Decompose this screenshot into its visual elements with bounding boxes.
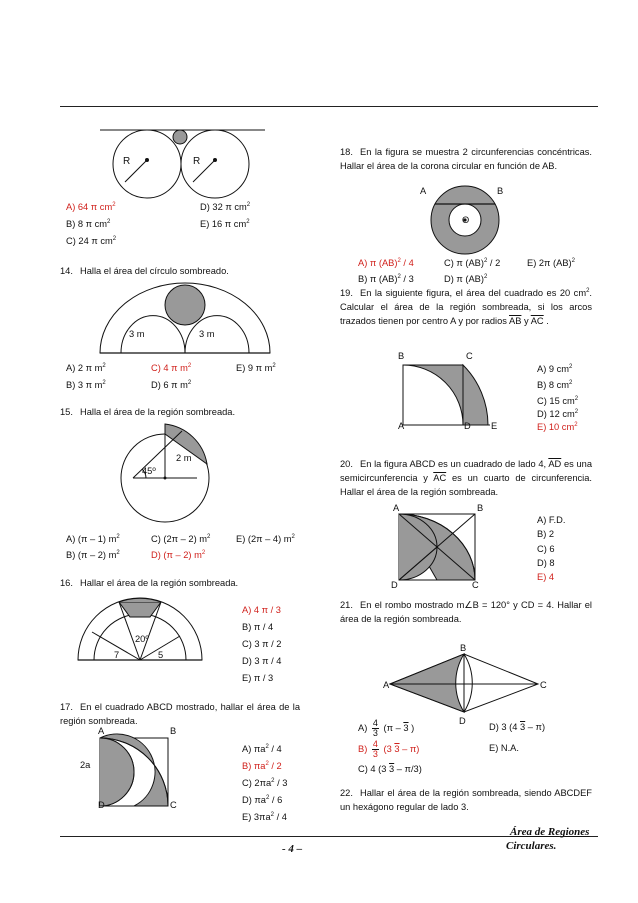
q13-option-e[interactable]: E) 16 π $cm^2$ [200, 219, 250, 229]
q15-figure [110, 418, 220, 528]
q17-label-a: A [98, 726, 105, 736]
q20-option-b[interactable]: B) 2 [537, 529, 555, 539]
footer-title-line1: Área de Regiones [510, 826, 590, 838]
header-rule [60, 106, 598, 107]
q21-option-c[interactable]: C) 4 (3 3 – π/3) [358, 764, 422, 774]
q19-figure [400, 362, 496, 426]
q19-option-a[interactable]: A) 9 $cm^2$ [537, 364, 573, 374]
q16-label-7: 7 [114, 650, 120, 660]
q16-figure [70, 592, 210, 664]
q20-label-c: C [472, 580, 479, 590]
q14-label-2: 3 m [199, 329, 215, 339]
q21-option-a[interactable]: A) $\frac{4}{3}$ (π – 3 ) [358, 718, 415, 738]
q21-label-a: A [383, 680, 390, 690]
q18-statement: 18. En la figura se muestra 2 circunferencias concéntricas. Hallar el área de la corona circular en función de AB. [340, 147, 592, 171]
q16-option-d[interactable]: D) 3 π / 4 [242, 656, 282, 666]
q14-figure [95, 278, 275, 358]
q20-statement: 20. En la figura ABCD es un cuadrado de lado 4, $\overline{AD}$ es una semicircunferencia y $\overline{AC}$ es un cuarto de circunferencia. Hallar el área de la región sombreada. [340, 459, 593, 497]
q17-statement: 17. En el cuadrado ABCD mostrado, hallar el área de la región sombreada. [60, 702, 300, 726]
q22-statement: 22. Hallar el área de la región sombreada, siendo ABCDEF un hexágono regular de lado 3. [340, 788, 592, 812]
q20-option-a[interactable]: A) F.D. [537, 515, 566, 525]
q19-option-b[interactable]: B) 8 $cm^2$ [537, 380, 573, 390]
q21-option-e[interactable]: E) N.A. [489, 743, 519, 753]
q18-option-e[interactable]: E) 2π (AB)$^2$ [527, 258, 575, 268]
q21-option-b[interactable]: B) $\frac{4}{3}$ (3 3 – π) [358, 739, 420, 759]
q15-option-e[interactable]: E) (2π – 4) $m^2$ [236, 534, 295, 544]
q19-label-c: C [466, 351, 473, 361]
q19-label-a: A [398, 421, 405, 431]
q13-option-c[interactable]: C) 24 π $cm^2$ [66, 236, 117, 246]
q16-option-b[interactable]: B) π / 4 [242, 622, 274, 632]
q14-label-1: 3 m [129, 329, 145, 339]
q19-label-d: D [464, 421, 471, 431]
q16-label-5: 5 [158, 650, 164, 660]
q15-option-b[interactable]: B) (π – 2) $m^2$ [66, 550, 120, 560]
label-r-right: R [193, 156, 201, 167]
q20-label-a: A [393, 503, 400, 513]
q16-statement: 16. Hallar el área de la región sombreada. [60, 578, 239, 588]
q17-label-d: D [98, 800, 105, 810]
q15-option-c[interactable]: C) (2π – 2) $m^2$ [151, 534, 211, 544]
q14-option-a[interactable]: A) 2 π $m^2$ [66, 363, 106, 373]
q15-statement: 15. Halla el área de la región sombreada. [60, 407, 236, 417]
q15-label-radius: 2 m [176, 453, 192, 463]
q21-option-d[interactable]: D) 3 (4 3 – π) [489, 722, 546, 732]
q18-label-a: A [420, 186, 427, 196]
q21-label-c: C [540, 680, 547, 690]
q14-option-d[interactable]: D) 6 π $m^2$ [151, 380, 192, 390]
q14-option-e[interactable]: E) 9 π $m^2$ [236, 363, 276, 373]
q14-statement: 14. Halla el área del círculo sombreado. [60, 266, 229, 276]
q15-option-a[interactable]: A) (π – 1) $m^2$ [66, 534, 120, 544]
q21-figure [388, 648, 540, 714]
q16-option-c[interactable]: C) 3 π / 2 [242, 639, 282, 649]
q21-label-d: D [459, 716, 466, 726]
q20-option-e[interactable]: E) 4 [537, 572, 555, 582]
q16-option-a[interactable]: A) 4 π / 3 [242, 605, 281, 615]
q17-option-b[interactable]: B) $\pi a^2 / 2$ [242, 761, 282, 771]
q21-statement: 21. En el rombo mostrado m∠B = 120° y CD = 4. Hallar el área de la región sombreada. [340, 600, 592, 624]
q13-option-b[interactable]: B) 8 π $cm^2$ [66, 219, 111, 229]
q19-option-d[interactable]: D) 12 $cm^2$ [537, 409, 579, 419]
q17-label-c: C [170, 800, 177, 810]
q15-option-d[interactable]: D) (π – 2) $m^2$ [151, 550, 206, 560]
q17-label-side: 2a [80, 760, 91, 770]
q13-option-a[interactable]: A) 64 π $cm^2$ [66, 202, 116, 212]
q20-label-d: D [391, 580, 398, 590]
q13-option-d[interactable]: D) 32 π $cm^2$ [200, 202, 251, 212]
q14-option-c[interactable]: C) 4 π $m^2$ [151, 363, 192, 373]
q19-statement: 19. En la siguiente figura, el área del cuadrado es 20 $cm^2$. Calcular el área de la región sombreada, si los arcos trazados tienen por centro A y por radios $\overline{AB}$ y $\overline{AC}$ . [340, 288, 592, 326]
q19-option-e[interactable]: E) 10 $cm^2$ [537, 422, 578, 432]
q19-label-b: B [398, 351, 405, 361]
figure-two-circles [95, 122, 275, 202]
q17-option-d[interactable]: D) $\pi a^2 / 6$ [242, 795, 283, 805]
q20-option-c[interactable]: C) 6 [537, 544, 555, 554]
q17-label-b: B [170, 726, 177, 736]
q21-label-b: B [460, 643, 467, 653]
q18-label-o: O [462, 215, 470, 225]
q17-figure [98, 736, 170, 808]
q20-label-b: B [477, 503, 484, 513]
q17-option-c[interactable]: C) $2\pi a^2 / 3$ [242, 778, 288, 788]
footer-title-line2: Circulares. [506, 840, 557, 852]
q18-option-d[interactable]: D) π (AB)$^2$ [444, 274, 488, 284]
q19-label-e: E [491, 421, 498, 431]
page-number: - 4 – [282, 843, 303, 855]
q17-option-a[interactable]: A) $\pi a^2 / 4$ [242, 744, 282, 754]
q18-label-b: B [497, 186, 504, 196]
label-r-left: R [123, 156, 131, 167]
q20-option-d[interactable]: D) 8 [537, 558, 555, 568]
q20-figure [397, 512, 479, 582]
q15-label-angle: 45º [142, 466, 156, 476]
q18-option-b[interactable]: B) π (AB)$^2$ / 3 [358, 274, 414, 284]
q16-option-e[interactable]: E) π / 3 [242, 673, 274, 683]
q16-label-angle: 20º [135, 634, 149, 644]
q18-option-c[interactable]: C) π (AB)$^2$ / 2 [444, 258, 501, 268]
q18-option-a[interactable]: A) π (AB)$^2$ / 4 [358, 258, 414, 268]
q19-option-c[interactable]: C) 15 $cm^2$ [537, 396, 579, 406]
q17-option-e[interactable]: E) $3\pi a^2 / 4$ [242, 812, 287, 822]
q14-option-b[interactable]: B) 3 π $m^2$ [66, 380, 106, 390]
